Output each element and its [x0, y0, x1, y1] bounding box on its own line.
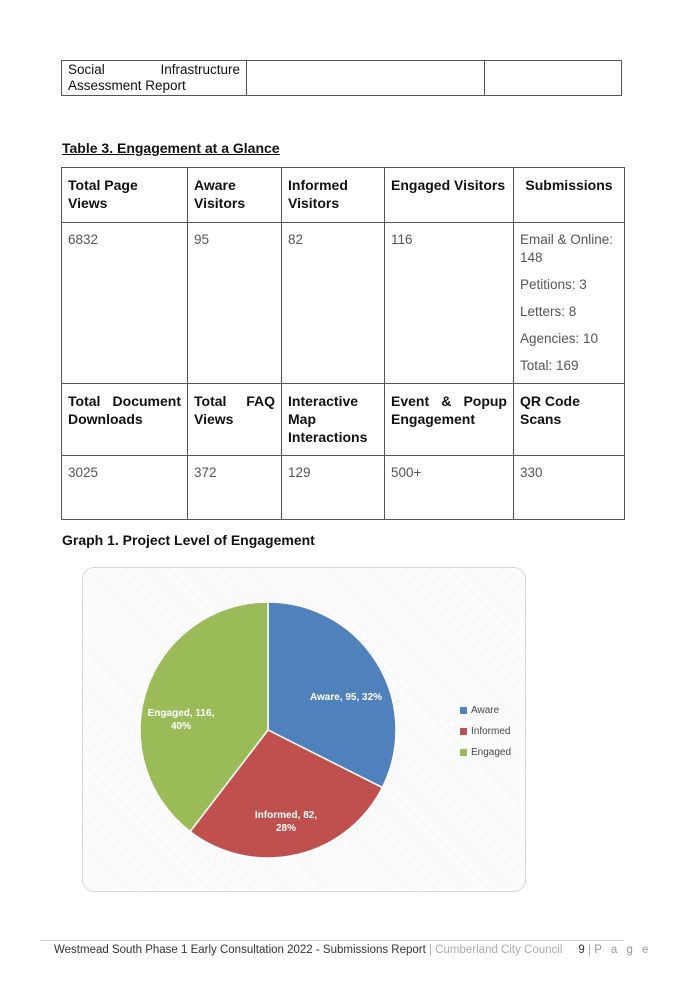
submission-line: Letters: 8: [520, 304, 577, 319]
submission-line: Agencies: 10: [520, 331, 599, 346]
header-word: Total: [68, 393, 101, 409]
legend-label: Engaged: [471, 747, 512, 758]
header-cell: Total FAQ Views: [188, 384, 282, 456]
header-cell: Total Page Views: [62, 168, 188, 223]
footer-council: Cumberland City Council: [435, 944, 563, 956]
submission-line: Email & Online: 148: [520, 232, 614, 265]
footer-separator: |: [425, 944, 436, 956]
value-cell: 95: [188, 223, 282, 384]
submission-line: Petitions: 3: [520, 277, 587, 292]
data-label-informed: Informed, 82, 28%: [254, 810, 318, 834]
page-footer: Westmead South Phase 1 Early Consultation 2022 - Submissions Report | Cumberland City Council 9 | P a g e: [54, 944, 652, 956]
footer-page-number: 9: [578, 944, 585, 956]
value-cell: 82: [282, 223, 385, 384]
submission-line: Total: 169: [520, 358, 579, 373]
table-title: Table 3. Engagement at a Glance: [62, 140, 280, 156]
chart-legend: [460, 700, 511, 763]
legend-swatch: [460, 707, 467, 714]
header-cell: Interactive Map Interactions: [282, 384, 385, 456]
cell-text: Assessment Report: [68, 78, 186, 93]
value-cell: 500+: [385, 456, 514, 520]
graph-title: Graph 1. Project Level of Engagement: [62, 532, 315, 548]
header-word: Document: [112, 393, 181, 409]
legend-swatch: [460, 728, 467, 735]
value-cell: 116: [385, 223, 514, 384]
header-cell: Total Document Downloads: [62, 384, 188, 456]
header-cell: Event & Popup Engagement: [385, 384, 514, 456]
header-cell: Submissions: [514, 168, 625, 223]
header-cell: Engaged Visitors: [385, 168, 514, 223]
value-cell: 6832: [62, 223, 188, 384]
footer-divider: [40, 940, 624, 941]
legend-item: [460, 700, 511, 721]
legend-swatch: [460, 749, 467, 756]
value-cell: 330: [514, 456, 625, 520]
value-cell: 372: [188, 456, 282, 520]
legend-label: Aware: [471, 705, 500, 716]
footer-doc-title: Westmead South Phase 1 Early Consultation 2022 - Submissions Report: [54, 944, 426, 956]
value-cell: 3025: [62, 456, 188, 520]
data-label-engaged: Engaged, 116, 40%: [147, 708, 215, 732]
value-cell: 129: [282, 456, 385, 520]
cell-text: Social: [68, 62, 105, 77]
header-cell: Informed Visitors: [282, 168, 385, 223]
legend-item: [460, 742, 511, 763]
legend-label: Informed: [471, 726, 511, 737]
data-label-aware: Aware, 95, 32%: [309, 692, 383, 703]
footer-page-word: P a g e: [594, 944, 652, 956]
legend-item: [460, 721, 511, 742]
header-cell: Aware Visitors: [188, 168, 282, 223]
cell-text: Infrastructure: [160, 62, 240, 77]
header-cell: QR Code Scans: [514, 384, 625, 456]
